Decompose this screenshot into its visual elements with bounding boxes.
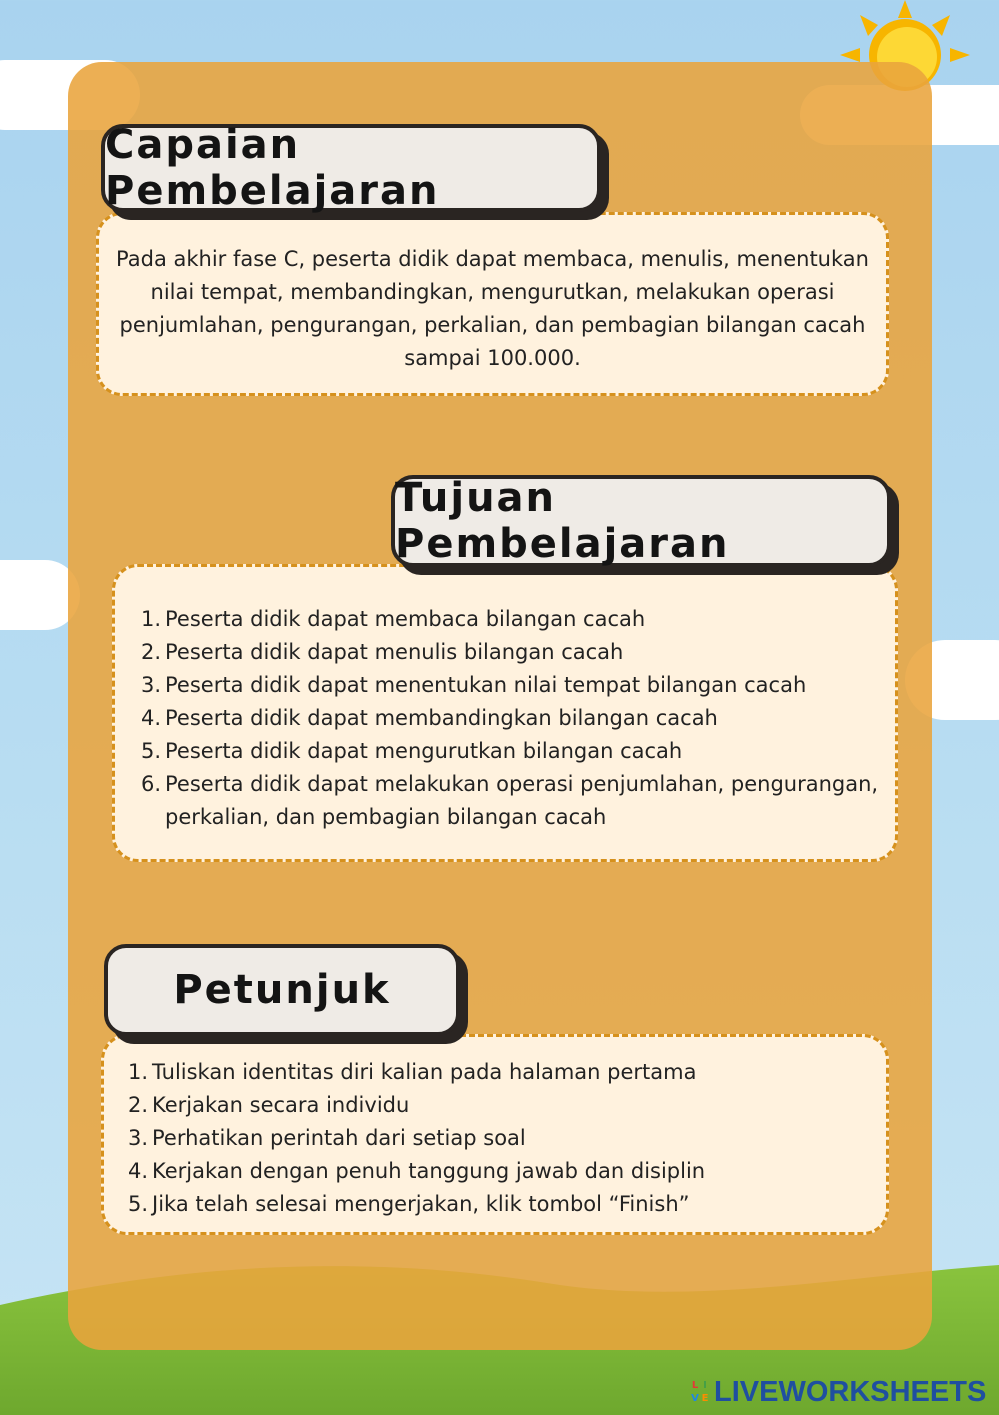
capaian-text: Pada akhir fase C, peserta didik dapat membaca, menulis, menentukan nilai tempat, membandingkan, mengurutkan, melakukan operasi penjumlahan, pengurangan, perkalian, dan pembagian bilangan cacah sampai 100.000. (116, 247, 869, 370)
tujuan-list (139, 603, 895, 834)
liveworksheets-icon (690, 1379, 710, 1405)
liveworksheets-logo (690, 1376, 986, 1408)
tujuan-list-item-text: Peserta didik dapat membaca bilangan cacah (165, 607, 646, 631)
petunjuk-list-item-number: 3. (127, 1126, 148, 1150)
petunjuk-list-item (126, 1188, 886, 1221)
tujuan-list-item (139, 735, 895, 768)
logo-letter-e: E (701, 1393, 709, 1404)
petunjuk-list-item-text: Kerjakan dengan penuh tanggung jawab dan disiplin (152, 1159, 706, 1183)
tujuan-content-box (112, 564, 898, 862)
logo-letter-l: L (691, 1380, 699, 1391)
petunjuk-list-item (126, 1056, 886, 1089)
petunjuk-list-item (126, 1089, 886, 1122)
tujuan-list-item-text: Peserta didik dapat melakukan operasi penjumlahan, pengurangan, perkalian, dan pembagian bilangan cacah (165, 772, 879, 829)
tujuan-list-item-number: 2. (140, 640, 161, 664)
petunjuk-list-item-text: Jika telah selesai mengerjakan, klik tombol “Finish” (152, 1192, 690, 1216)
capaian-content-box (96, 212, 889, 396)
petunjuk-list-item (126, 1155, 886, 1188)
petunjuk-list-item-text: Perhatikan perintah dari setiap soal (152, 1126, 526, 1150)
petunjuk-content-box (101, 1034, 889, 1235)
brand-name: LIVEWORKSHEETS (714, 1375, 987, 1408)
petunjuk-title-box (104, 944, 460, 1036)
tujuan-list-item-text: Peserta didik dapat menentukan nilai tempat bilangan cacah (165, 673, 807, 697)
tujuan-list-item-number: 1. (140, 607, 161, 631)
petunjuk-list-item-number: 1. (127, 1060, 148, 1084)
capaian-title: Capaian Pembelajaran (105, 122, 440, 214)
petunjuk-list-item-number: 5. (127, 1192, 148, 1216)
petunjuk-list-item-text: Kerjakan secara individu (152, 1093, 410, 1117)
petunjuk-list-item (126, 1122, 886, 1155)
petunjuk-list-item-number: 2. (127, 1093, 148, 1117)
tujuan-title: Tujuan Pembelajaran (395, 475, 730, 567)
petunjuk-title: Petunjuk (173, 967, 391, 1013)
tujuan-list-item-text: Peserta didik dapat membandingkan bilangan cacah (165, 706, 718, 730)
tujuan-list-item (139, 669, 895, 702)
tujuan-list-item-text: Peserta didik dapat menulis bilangan cacah (165, 640, 624, 664)
tujuan-list-item (139, 603, 895, 636)
petunjuk-list (126, 1056, 886, 1221)
petunjuk-list-item-text: Tuliskan identitas diri kalian pada halaman pertama (152, 1060, 697, 1084)
tujuan-list-item-number: 5. (140, 739, 161, 763)
tujuan-list-item (139, 768, 895, 834)
logo-letter-v: V (691, 1393, 699, 1404)
tujuan-list-item (139, 636, 895, 669)
tujuan-list-item-text: Peserta didik dapat mengurutkan bilangan cacah (165, 739, 683, 763)
tujuan-title-box (391, 475, 891, 567)
petunjuk-list-item-number: 4. (127, 1159, 148, 1183)
tujuan-list-item-number: 4. (140, 706, 161, 730)
capaian-title-box (101, 124, 601, 212)
tujuan-list-item-number: 6. (140, 772, 161, 796)
tujuan-list-item-number: 3. (140, 673, 161, 697)
tujuan-list-item (139, 702, 895, 735)
logo-letter-i: I (703, 1380, 707, 1391)
